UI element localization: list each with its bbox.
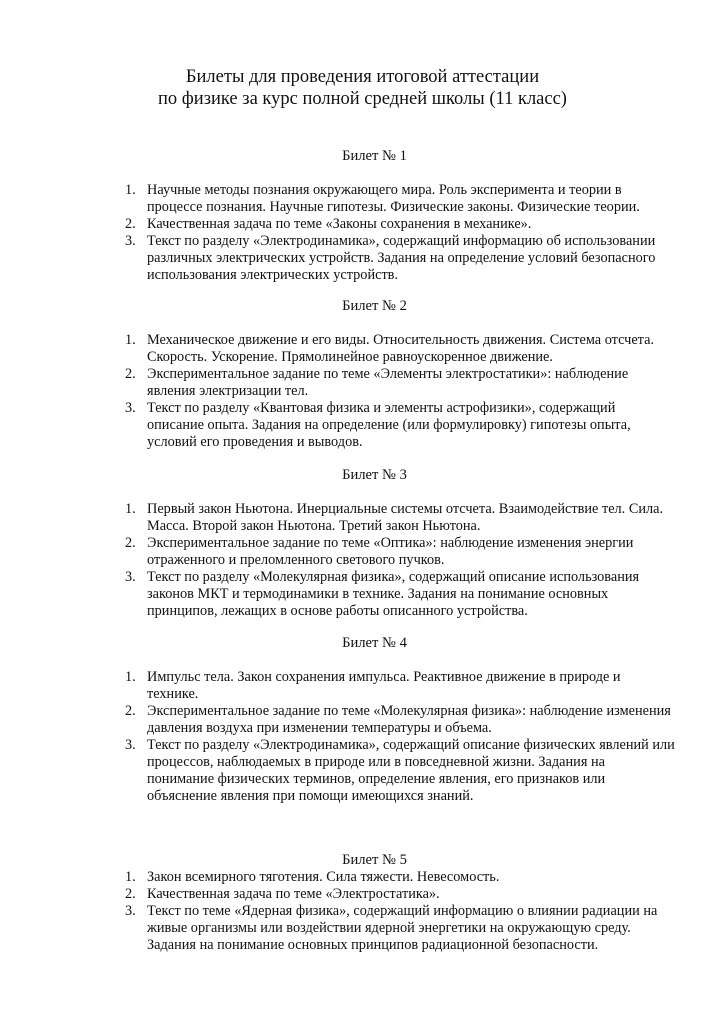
ticket-3 — [0, 467, 725, 484]
item-text: Экспериментальное задание по теме «Оптика»: наблюдение изменения энергии отраженного и преломленного светового пучков. — [147, 535, 634, 568]
item-text: Текст по разделу «Квантовая физика и элементы астрофизики», содержащий описание опыта. Задания на определение (или формулировку) гипотезы опыта, условий его проведения и выводов. — [147, 400, 631, 450]
item-number: 3. — [125, 569, 136, 585]
item-text: Текст по разделу «Молекулярная физика», содержащий описание использования законов МКТ и термодинамики в технике. Задания на понимание основных принципов, лежащих в основе работы описанного устройства. — [147, 569, 640, 619]
item-text: Первый закон Ньютона. Инерциальные системы отсчета. Взаимодействие тел. Сила. Масса. Второй закон Ньютона. Третий закон Ньютона. — [147, 501, 664, 534]
ticket-2-item-1 — [125, 332, 675, 366]
item-text: Качественная задача по теме «Законы сохранения в механике». — [147, 216, 532, 232]
item-number: 3. — [125, 233, 136, 249]
item-number: 2. — [125, 535, 136, 551]
item-number: 1. — [125, 869, 136, 885]
document-title — [0, 66, 725, 110]
ticket-title: Билет № 5 — [342, 852, 407, 868]
item-number: 2. — [125, 216, 136, 232]
ticket-1-item-1 — [125, 182, 675, 216]
item-text: Механическое движение и его виды. Относительность движения. Система отсчета. Скорость. Ускорение. Прямолинейное равноускоренное движение. — [147, 332, 655, 365]
ticket-2 — [0, 298, 725, 315]
item-text: Научные методы познания окружающего мира. Роль эксперимента и теории в процессе познания. Научные гипотезы. Физические законы. Физические теории. — [147, 182, 640, 215]
ticket-title: Билет № 2 — [342, 298, 407, 314]
item-text: Текст по разделу «Электродинамика», содержащий описание физических явлений или процессов, наблюдаемых в природе или в повседневной жизни. Задания на понимание физических терминов, определение явления, его признаков или объяснение явления при помощи имеющихся знаний. — [147, 737, 675, 804]
item-number: 2. — [125, 703, 136, 719]
item-number: 1. — [125, 182, 136, 198]
ticket-4 — [0, 635, 725, 652]
ticket-2-item-3 — [125, 400, 675, 451]
item-number: 2. — [125, 366, 136, 382]
item-text: Закон всемирного тяготения. Сила тяжести. Невесомость. — [147, 869, 500, 885]
item-text: Экспериментальное задание по теме «Молекулярная физика»: наблюдение изменения давления воздуха при изменении температуры и объема. — [147, 703, 671, 736]
ticket-3-item-3 — [125, 569, 675, 620]
item-text: Текст по теме «Ядерная физика», содержащий информацию о влиянии радиации на живые организмы или воздействии ядерной энергетики на окружающую среду. Задания на понимание основных принципов радиационной безопасности. — [147, 903, 658, 953]
item-text: Качественная задача по теме «Электростатика». — [147, 886, 440, 902]
ticket-2-item-2 — [125, 366, 675, 400]
item-number: 3. — [125, 400, 136, 416]
ticket-1-item-2 — [125, 216, 675, 233]
item-number: 1. — [125, 332, 136, 348]
item-text: Текст по разделу «Электродинамика», содержащий информацию об использовании различных электрических устройств. Задания на определение условий безопасного использования электрических устройств. — [147, 233, 656, 283]
ticket-1 — [0, 148, 725, 165]
item-number: 3. — [125, 737, 136, 753]
ticket-5-item-2 — [125, 886, 675, 903]
ticket-title: Билет № 1 — [342, 148, 407, 164]
item-text: Экспериментальное задание по теме «Элементы электростатики»: наблюдение явления электризации тел. — [147, 366, 629, 399]
ticket-4-item-1 — [125, 669, 675, 703]
ticket-5 — [0, 852, 725, 869]
ticket-title: Билет № 3 — [342, 467, 407, 483]
ticket-title: Билет № 4 — [342, 635, 407, 651]
item-number: 1. — [125, 501, 136, 517]
item-text: Импульс тела. Закон сохранения импульса. Реактивное движение в природе и технике. — [147, 669, 621, 702]
ticket-3-item-1 — [125, 501, 675, 535]
ticket-4-item-3 — [125, 737, 675, 805]
document-title-line-2: по физике за курс полной средней школы (11 класс) — [158, 89, 567, 109]
document-title-line-1: Билеты для проведения итоговой аттестации — [185, 67, 540, 87]
item-number: 1. — [125, 669, 136, 685]
ticket-5-item-3 — [125, 903, 675, 954]
ticket-3-item-2 — [125, 535, 675, 569]
ticket-1-item-3 — [125, 233, 675, 284]
ticket-5-item-1 — [125, 869, 675, 886]
item-number: 2. — [125, 886, 136, 902]
ticket-4-item-2 — [125, 703, 675, 737]
item-number: 3. — [125, 903, 136, 919]
